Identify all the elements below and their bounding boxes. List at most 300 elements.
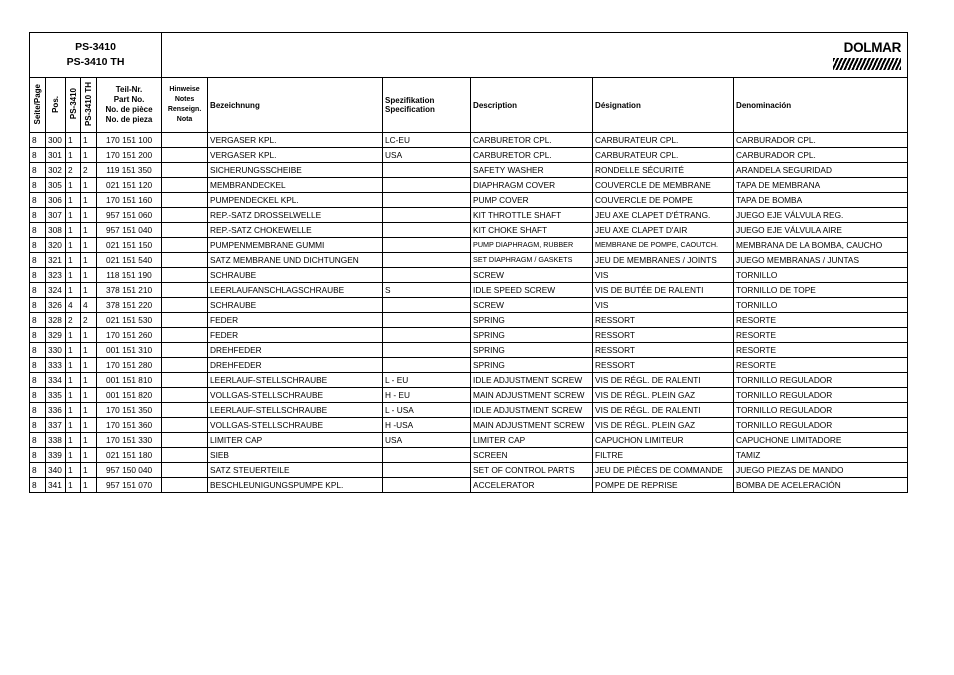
col-header-qty-ps3410th: PS-3410 TH [81, 78, 97, 133]
cell-spezifikation: S [383, 283, 471, 298]
cell-part-no: 001 151 810 [97, 373, 162, 388]
cell-bezeichnung: LEERLAUF-STELLSCHRAUBE [208, 403, 383, 418]
cell-description: PUMP DIAPHRAGM, RUBBER [471, 238, 593, 253]
cell-denominacion: TORNILLO REGULADOR [734, 373, 908, 388]
cell-denominacion: CAPUCHONE LIMITADORE [734, 433, 908, 448]
cell-notes [162, 343, 208, 358]
cell-bezeichnung: SCHRAUBE [208, 268, 383, 283]
cell-bezeichnung: LEERLAUF-STELLSCHRAUBE [208, 373, 383, 388]
parts-table [29, 32, 908, 493]
cell-pos: 329 [46, 328, 66, 343]
cell-qty-ps3410th: 2 [81, 163, 97, 178]
cell-page: 8 [30, 148, 46, 163]
cell-notes [162, 418, 208, 433]
brand-logo [833, 41, 901, 70]
cell-bezeichnung: MEMBRANDECKEL [208, 178, 383, 193]
cell-designation: JEU DE MEMBRANES / JOINTS [593, 253, 734, 268]
cell-pos: 323 [46, 268, 66, 283]
cell-designation: RONDELLE SÉCURITÉ [593, 163, 734, 178]
cell-denominacion: JUEGO EJE VÁLVULA REG. [734, 208, 908, 223]
cell-bezeichnung: VOLLGAS-STELLSCHRAUBE [208, 388, 383, 403]
cell-spezifikation: L - USA [383, 403, 471, 418]
cell-part-no: 119 151 350 [97, 163, 162, 178]
table-row [30, 178, 908, 193]
cell-qty-ps3410th: 4 [81, 298, 97, 313]
cell-description: PUMP COVER [471, 193, 593, 208]
cell-description: KIT CHOKE SHAFT [471, 223, 593, 238]
table-row [30, 478, 908, 493]
cell-pos: 328 [46, 313, 66, 328]
cell-designation: RESSORT [593, 358, 734, 373]
cell-qty-ps3410: 1 [66, 418, 81, 433]
cell-description: CARBURETOR CPL. [471, 148, 593, 163]
cell-part-no: 170 151 360 [97, 418, 162, 433]
cell-qty-ps3410th: 1 [81, 388, 97, 403]
cell-designation: MEMBRANE DE POMPE, CAOUTCH. [593, 238, 734, 253]
cell-spezifikation [383, 253, 471, 268]
cell-notes [162, 448, 208, 463]
cell-bezeichnung: SATZ MEMBRANE UND DICHTUNGEN [208, 253, 383, 268]
cell-denominacion: TORNILLO [734, 298, 908, 313]
cell-qty-ps3410th: 1 [81, 238, 97, 253]
cell-page: 8 [30, 478, 46, 493]
cell-designation: VIS DE RÉGL. PLEIN GAZ [593, 388, 734, 403]
cell-description: KIT THROTTLE SHAFT [471, 208, 593, 223]
cell-spezifikation [383, 313, 471, 328]
table-row [30, 343, 908, 358]
cell-page: 8 [30, 298, 46, 313]
logo-cell [162, 33, 908, 78]
table-row [30, 133, 908, 148]
cell-part-no: 021 151 120 [97, 178, 162, 193]
table-row [30, 223, 908, 238]
cell-part-no: 118 151 190 [97, 268, 162, 283]
cell-description: SCREW [471, 268, 593, 283]
cell-qty-ps3410th: 1 [81, 328, 97, 343]
cell-denominacion: CARBURADOR CPL. [734, 148, 908, 163]
table-row [30, 448, 908, 463]
cell-notes [162, 463, 208, 478]
cell-pos: 338 [46, 433, 66, 448]
cell-page: 8 [30, 328, 46, 343]
cell-bezeichnung: SIEB [208, 448, 383, 463]
cell-bezeichnung: VERGASER KPL. [208, 133, 383, 148]
cell-notes [162, 253, 208, 268]
cell-qty-ps3410: 1 [66, 223, 81, 238]
cell-designation: CAPUCHON LIMITEUR [593, 433, 734, 448]
cell-pos: 341 [46, 478, 66, 493]
cell-notes [162, 298, 208, 313]
table-row [30, 313, 908, 328]
cell-designation: VIS [593, 268, 734, 283]
parts-list-sheet [29, 32, 906, 493]
cell-designation: CARBURATEUR CPL. [593, 148, 734, 163]
title-row [30, 33, 908, 78]
cell-designation: CARBURATEUR CPL. [593, 133, 734, 148]
cell-denominacion: RESORTE [734, 313, 908, 328]
cell-page: 8 [30, 253, 46, 268]
cell-page: 8 [30, 178, 46, 193]
cell-page: 8 [30, 433, 46, 448]
cell-pos: 336 [46, 403, 66, 418]
cell-page: 8 [30, 133, 46, 148]
cell-qty-ps3410th: 1 [81, 358, 97, 373]
cell-notes [162, 133, 208, 148]
cell-page: 8 [30, 343, 46, 358]
cell-qty-ps3410th: 1 [81, 268, 97, 283]
cell-part-no: 170 151 330 [97, 433, 162, 448]
cell-qty-ps3410th: 1 [81, 478, 97, 493]
cell-qty-ps3410th: 1 [81, 133, 97, 148]
cell-qty-ps3410th: 1 [81, 208, 97, 223]
cell-bezeichnung: LIMITER CAP [208, 433, 383, 448]
cell-qty-ps3410: 2 [66, 313, 81, 328]
cell-description: LIMITER CAP [471, 433, 593, 448]
cell-part-no: 170 151 280 [97, 358, 162, 373]
table-row [30, 163, 908, 178]
cell-spezifikation [383, 298, 471, 313]
cell-qty-ps3410: 1 [66, 343, 81, 358]
cell-denominacion: RESORTE [734, 328, 908, 343]
cell-qty-ps3410th: 1 [81, 178, 97, 193]
col-header-part-no: Teil-Nr. Part No. No. de pièce No. de pieza [97, 78, 162, 133]
cell-part-no: 170 151 160 [97, 193, 162, 208]
cell-denominacion: TAMIZ [734, 448, 908, 463]
cell-qty-ps3410th: 1 [81, 148, 97, 163]
cell-qty-ps3410: 1 [66, 208, 81, 223]
cell-qty-ps3410: 1 [66, 433, 81, 448]
cell-page: 8 [30, 418, 46, 433]
col-header-spezifikation: Spezifikation Specification [383, 78, 471, 133]
cell-notes [162, 403, 208, 418]
cell-notes [162, 268, 208, 283]
cell-part-no: 957 151 070 [97, 478, 162, 493]
cell-part-no: 170 151 100 [97, 133, 162, 148]
cell-notes [162, 148, 208, 163]
cell-spezifikation [383, 328, 471, 343]
cell-denominacion: JUEGO PIEZAS DE MANDO [734, 463, 908, 478]
cell-qty-ps3410: 1 [66, 463, 81, 478]
cell-designation: VIS [593, 298, 734, 313]
cell-part-no: 170 151 200 [97, 148, 162, 163]
cell-qty-ps3410th: 1 [81, 373, 97, 388]
column-header-row [30, 78, 908, 133]
model-line-1: PS-3410 [75, 41, 116, 53]
col-header-pos: Pos. [46, 78, 66, 133]
cell-description: SPRING [471, 358, 593, 373]
cell-qty-ps3410: 1 [66, 148, 81, 163]
cell-description: SPRING [471, 313, 593, 328]
table-row [30, 418, 908, 433]
cell-part-no: 378 151 220 [97, 298, 162, 313]
cell-qty-ps3410: 1 [66, 193, 81, 208]
cell-part-no: 021 151 180 [97, 448, 162, 463]
cell-part-no: 021 151 540 [97, 253, 162, 268]
cell-page: 8 [30, 193, 46, 208]
cell-qty-ps3410: 1 [66, 373, 81, 388]
cell-qty-ps3410: 1 [66, 403, 81, 418]
cell-denominacion: RESORTE [734, 358, 908, 373]
cell-pos: 320 [46, 238, 66, 253]
cell-page: 8 [30, 163, 46, 178]
col-header-notes: Hinweise Notes Renseign. Nota [162, 78, 208, 133]
cell-designation: JEU DE PIÈCES DE COMMANDE [593, 463, 734, 478]
cell-description: SPRING [471, 343, 593, 358]
cell-bezeichnung: VERGASER KPL. [208, 148, 383, 163]
cell-page: 8 [30, 373, 46, 388]
cell-notes [162, 178, 208, 193]
col-header-designation: Désignation [593, 78, 734, 133]
cell-designation: VIS DE BUTÉE DE RALENTI [593, 283, 734, 298]
cell-pos: 302 [46, 163, 66, 178]
cell-qty-ps3410th: 1 [81, 253, 97, 268]
cell-qty-ps3410th: 1 [81, 193, 97, 208]
cell-bezeichnung: DREHFEDER [208, 343, 383, 358]
cell-part-no: 170 151 350 [97, 403, 162, 418]
col-header-denominacion: Denominación [734, 78, 908, 133]
cell-qty-ps3410th: 1 [81, 403, 97, 418]
table-row [30, 433, 908, 448]
cell-qty-ps3410: 4 [66, 298, 81, 313]
cell-denominacion: TORNILLO [734, 268, 908, 283]
cell-designation: RESSORT [593, 313, 734, 328]
cell-page: 8 [30, 223, 46, 238]
cell-qty-ps3410: 1 [66, 178, 81, 193]
cell-pos: 324 [46, 283, 66, 298]
cell-notes [162, 313, 208, 328]
cell-qty-ps3410: 1 [66, 358, 81, 373]
cell-designation: JEU AXE CLAPET D'ÉTRANG. [593, 208, 734, 223]
cell-pos: 301 [46, 148, 66, 163]
cell-page: 8 [30, 283, 46, 298]
cell-notes [162, 208, 208, 223]
table-row [30, 373, 908, 388]
cell-spezifikation: H -USA [383, 418, 471, 433]
cell-bezeichnung: DREHFEDER [208, 358, 383, 373]
cell-denominacion: TORNILLO REGULADOR [734, 418, 908, 433]
cell-pos: 326 [46, 298, 66, 313]
cell-bezeichnung: SICHERUNGSSCHEIBE [208, 163, 383, 178]
cell-qty-ps3410th: 1 [81, 448, 97, 463]
cell-denominacion: TORNILLO REGULADOR [734, 388, 908, 403]
cell-notes [162, 388, 208, 403]
cell-description: SCREEN [471, 448, 593, 463]
cell-qty-ps3410th: 1 [81, 463, 97, 478]
cell-qty-ps3410th: 1 [81, 433, 97, 448]
cell-denominacion: JUEGO EJE VÁLVULA AIRE [734, 223, 908, 238]
cell-denominacion: TORNILLO DE TOPE [734, 283, 908, 298]
cell-spezifikation: L - EU [383, 373, 471, 388]
table-row [30, 298, 908, 313]
cell-description: MAIN ADJUSTMENT SCREW [471, 418, 593, 433]
cell-page: 8 [30, 238, 46, 253]
cell-part-no: 021 151 530 [97, 313, 162, 328]
cell-designation: RESSORT [593, 343, 734, 358]
cell-qty-ps3410: 1 [66, 253, 81, 268]
col-header-bezeichnung: Bezeichnung [208, 78, 383, 133]
cell-qty-ps3410th: 1 [81, 223, 97, 238]
cell-notes [162, 223, 208, 238]
cell-bezeichnung: LEERLAUFANSCHLAGSCHRAUBE [208, 283, 383, 298]
cell-designation: JEU AXE CLAPET D'AIR [593, 223, 734, 238]
cell-bezeichnung: SATZ STEUERTEILE [208, 463, 383, 478]
logo-stripes [833, 58, 901, 70]
cell-description: MAIN ADJUSTMENT SCREW [471, 388, 593, 403]
cell-qty-ps3410: 1 [66, 238, 81, 253]
cell-spezifikation [383, 208, 471, 223]
cell-description: SET OF CONTROL PARTS [471, 463, 593, 478]
cell-denominacion: TAPA DE BOMBA [734, 193, 908, 208]
cell-bezeichnung: FEDER [208, 328, 383, 343]
cell-pos: 335 [46, 388, 66, 403]
cell-bezeichnung: VOLLGAS-STELLSCHRAUBE [208, 418, 383, 433]
cell-qty-ps3410th: 2 [81, 313, 97, 328]
cell-qty-ps3410: 1 [66, 268, 81, 283]
cell-notes [162, 373, 208, 388]
cell-notes [162, 433, 208, 448]
cell-denominacion: BOMBA DE ACELERACIÓN [734, 478, 908, 493]
cell-spezifikation [383, 178, 471, 193]
col-header-page: Seite/Page [30, 78, 46, 133]
cell-denominacion: RESORTE [734, 343, 908, 358]
cell-description: ACCELERATOR [471, 478, 593, 493]
cell-part-no: 001 151 820 [97, 388, 162, 403]
cell-description: CARBURETOR CPL. [471, 133, 593, 148]
cell-pos: 305 [46, 178, 66, 193]
cell-part-no: 170 151 260 [97, 328, 162, 343]
cell-pos: 334 [46, 373, 66, 388]
cell-page: 8 [30, 268, 46, 283]
cell-spezifikation [383, 223, 471, 238]
cell-part-no: 001 151 310 [97, 343, 162, 358]
cell-qty-ps3410: 1 [66, 388, 81, 403]
cell-notes [162, 193, 208, 208]
cell-bezeichnung: SCHRAUBE [208, 298, 383, 313]
cell-designation: VIS DE RÉGL. DE RALENTI [593, 403, 734, 418]
cell-spezifikation [383, 463, 471, 478]
table-row [30, 358, 908, 373]
cell-bezeichnung: REP.-SATZ DROSSELWELLE [208, 208, 383, 223]
parts-rows [30, 133, 908, 493]
cell-spezifikation [383, 268, 471, 283]
cell-spezifikation: USA [383, 148, 471, 163]
cell-qty-ps3410: 1 [66, 448, 81, 463]
cell-designation: COUVERCLE DE MEMBRANE [593, 178, 734, 193]
table-row [30, 463, 908, 478]
cell-designation: VIS DE RÉGL. PLEIN GAZ [593, 418, 734, 433]
cell-bezeichnung: REP.-SATZ CHOKEWELLE [208, 223, 383, 238]
cell-description: SCREW [471, 298, 593, 313]
cell-pos: 300 [46, 133, 66, 148]
cell-description: SET DIAPHRAGM / GASKETS [471, 253, 593, 268]
cell-notes [162, 283, 208, 298]
table-row [30, 268, 908, 283]
model-line-2: PS-3410 TH [66, 56, 125, 68]
cell-qty-ps3410th: 1 [81, 283, 97, 298]
table-row [30, 388, 908, 403]
cell-pos: 308 [46, 223, 66, 238]
cell-qty-ps3410: 2 [66, 163, 81, 178]
cell-qty-ps3410: 1 [66, 478, 81, 493]
cell-description: IDLE SPEED SCREW [471, 283, 593, 298]
cell-pos: 330 [46, 343, 66, 358]
cell-notes [162, 163, 208, 178]
table-row [30, 148, 908, 163]
table-row [30, 403, 908, 418]
cell-page: 8 [30, 463, 46, 478]
cell-designation: FILTRE [593, 448, 734, 463]
cell-pos: 340 [46, 463, 66, 478]
cell-description: IDLE ADJUSTMENT SCREW [471, 373, 593, 388]
cell-notes [162, 238, 208, 253]
cell-spezifikation: H - EU [383, 388, 471, 403]
cell-pos: 333 [46, 358, 66, 373]
cell-designation: VIS DE RÉGL. DE RALENTI [593, 373, 734, 388]
col-header-description: Description [471, 78, 593, 133]
cell-part-no: 021 151 150 [97, 238, 162, 253]
cell-denominacion: JUEGO MEMBRANAS / JUNTAS [734, 253, 908, 268]
cell-description: SAFETY WASHER [471, 163, 593, 178]
table-row [30, 238, 908, 253]
cell-description: SPRING [471, 328, 593, 343]
cell-spezifikation [383, 478, 471, 493]
model-title [30, 33, 162, 78]
cell-spezifikation: LC-EU [383, 133, 471, 148]
cell-notes [162, 478, 208, 493]
table-row [30, 283, 908, 298]
cell-pos: 337 [46, 418, 66, 433]
cell-part-no: 957 150 040 [97, 463, 162, 478]
cell-page: 8 [30, 403, 46, 418]
cell-qty-ps3410: 1 [66, 283, 81, 298]
cell-notes [162, 358, 208, 373]
cell-spezifikation [383, 163, 471, 178]
cell-spezifikation [383, 193, 471, 208]
cell-denominacion: ARANDELA SEGURIDAD [734, 163, 908, 178]
cell-spezifikation [383, 238, 471, 253]
col-header-qty-ps3410: PS-3410 [66, 78, 81, 133]
cell-part-no: 378 151 210 [97, 283, 162, 298]
cell-denominacion: MEMBRANA DE LA BOMBA, CAUCHO [734, 238, 908, 253]
cell-page: 8 [30, 448, 46, 463]
cell-bezeichnung: PUMPENMEMBRANE GUMMI [208, 238, 383, 253]
cell-bezeichnung: FEDER [208, 313, 383, 328]
cell-pos: 339 [46, 448, 66, 463]
brand-name: DOLMAR [843, 40, 902, 55]
cell-description: IDLE ADJUSTMENT SCREW [471, 403, 593, 418]
cell-designation: POMPE DE REPRISE [593, 478, 734, 493]
cell-description: DIAPHRAGM COVER [471, 178, 593, 193]
cell-qty-ps3410th: 1 [81, 418, 97, 433]
cell-pos: 321 [46, 253, 66, 268]
cell-pos: 307 [46, 208, 66, 223]
cell-designation: COUVERCLE DE POMPE [593, 193, 734, 208]
cell-spezifikation: USA [383, 433, 471, 448]
cell-denominacion: TORNILLO REGULADOR [734, 403, 908, 418]
cell-page: 8 [30, 358, 46, 373]
table-row [30, 193, 908, 208]
cell-qty-ps3410: 1 [66, 328, 81, 343]
cell-page: 8 [30, 388, 46, 403]
cell-part-no: 957 151 060 [97, 208, 162, 223]
table-row [30, 253, 908, 268]
table-row [30, 208, 908, 223]
cell-spezifikation [383, 343, 471, 358]
cell-denominacion: TAPA DE MEMBRANA [734, 178, 908, 193]
cell-qty-ps3410th: 1 [81, 343, 97, 358]
cell-pos: 306 [46, 193, 66, 208]
cell-denominacion: CARBURADOR CPL. [734, 133, 908, 148]
